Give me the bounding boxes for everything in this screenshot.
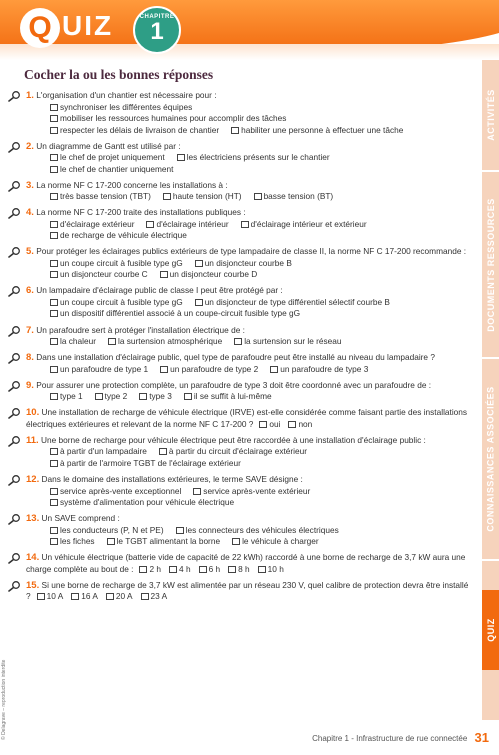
tab-label: QUIZ <box>485 618 496 642</box>
answer-checkbox[interactable] <box>254 193 262 200</box>
answer-row <box>26 230 474 242</box>
answer-checkbox[interactable] <box>184 393 192 400</box>
quiz-logo-letter: Q <box>20 8 60 48</box>
answer-option[interactable] <box>139 564 161 576</box>
answer-checkbox[interactable] <box>228 566 236 573</box>
answer-option[interactable] <box>50 536 95 548</box>
tab-activites[interactable] <box>482 60 499 170</box>
page-header <box>0 0 499 60</box>
answer-checkbox[interactable] <box>108 338 116 345</box>
answer-label: un disjoncteur de type différentiel sélectif courbe B <box>204 296 390 307</box>
answer-label: haute tension (HT) <box>172 191 242 202</box>
answer-checkbox[interactable] <box>141 593 149 600</box>
answer-row <box>26 297 474 309</box>
answer-label: service après-vente extérieur <box>203 485 311 496</box>
section-title: Cocher la ou les bonnes réponses <box>24 67 214 82</box>
answer-label: d'éclairage intérieur et extérieur <box>250 218 367 229</box>
answer-checkbox[interactable] <box>163 193 171 200</box>
divider <box>482 559 499 561</box>
question-5 <box>8 246 474 281</box>
answer-checkbox[interactable] <box>160 271 168 278</box>
answer-row <box>26 219 474 231</box>
question-7 <box>8 325 474 348</box>
answer-label: à partir du circuit d'éclairage extérieur <box>168 446 308 457</box>
answer-row <box>26 113 474 125</box>
answer-option[interactable] <box>37 591 64 603</box>
answer-checkbox[interactable] <box>195 260 203 267</box>
answer-checkbox[interactable] <box>71 593 79 600</box>
answer-label: un coupe circuit à fusible type gG <box>60 257 183 268</box>
answer-option[interactable] <box>254 191 334 203</box>
magnifier-icon <box>8 380 22 392</box>
answer-row <box>26 497 474 509</box>
answer-row <box>26 364 474 376</box>
answer-label: d'éclairage intérieur <box>156 218 229 229</box>
magnifier-icon <box>8 141 22 153</box>
answer-label: le chef de projet uniquement <box>60 152 165 163</box>
answer-option[interactable] <box>159 446 307 458</box>
answer-label: à partir d'un lampadaire <box>60 446 147 457</box>
question-13 <box>8 513 474 548</box>
answer-option[interactable] <box>50 497 234 509</box>
answer-checkbox[interactable] <box>50 310 58 317</box>
answer-option[interactable] <box>169 564 191 576</box>
magnifier-icon <box>8 285 22 297</box>
answer-option[interactable] <box>50 391 83 403</box>
answer-option[interactable] <box>50 308 300 320</box>
answer-row <box>26 125 474 137</box>
answer-option[interactable] <box>50 258 183 270</box>
answer-checkbox[interactable] <box>50 193 58 200</box>
answer-checkbox[interactable] <box>234 338 242 345</box>
answer-option[interactable] <box>50 230 187 242</box>
answer-label: un dispositif différentiel associé à un coupe-circuit fusible type gG <box>60 308 301 319</box>
answer-checkbox[interactable] <box>288 421 296 428</box>
answer-option[interactable] <box>50 113 286 125</box>
answer-row <box>26 269 474 281</box>
answer-label: la chaleur <box>60 336 96 347</box>
answer-checkbox[interactable] <box>50 104 58 111</box>
footer-chapter-text: Chapitre 1 - Infrastructure de rue connectée <box>312 734 468 743</box>
magnifier-icon <box>8 474 22 486</box>
magnifier-icon <box>8 407 22 419</box>
answer-checkbox[interactable] <box>50 115 58 122</box>
magnifier-icon <box>8 90 22 102</box>
question-6 <box>8 285 474 320</box>
answer-label: la surtension sur le réseau <box>244 336 342 347</box>
answer-checkbox[interactable] <box>231 127 239 134</box>
answer-checkbox[interactable] <box>107 538 115 545</box>
answer-label: à partir de l'armoire TGBT de l'éclairage extérieur <box>60 457 241 468</box>
chapter-label: CHAPITRE <box>139 14 175 20</box>
answer-row <box>26 152 474 164</box>
question-text: Pour assurer une protection complète, un parafoudre de type 3 doit être coordonné avec un parafoudre de : <box>36 379 432 390</box>
answer-checkbox[interactable] <box>193 488 201 495</box>
tab-documents-ressources[interactable] <box>482 172 499 357</box>
answer-option[interactable] <box>106 591 133 603</box>
answer-label: d'éclairage extérieur <box>60 218 135 229</box>
question-1 <box>8 90 474 136</box>
answer-label: non <box>298 418 313 429</box>
answer-option[interactable] <box>146 219 228 231</box>
answer-option[interactable] <box>50 164 173 176</box>
tab-label: DOCUMENTS RESSOURCES <box>485 197 496 332</box>
answer-option[interactable] <box>50 525 164 537</box>
answer-option[interactable] <box>50 125 219 137</box>
answer-checkbox[interactable] <box>50 527 58 534</box>
answer-option[interactable] <box>139 391 172 403</box>
answer-option[interactable] <box>50 297 183 309</box>
question-number: 3. <box>26 179 34 191</box>
question-11 <box>8 435 474 470</box>
answer-label: type 2 <box>104 391 128 402</box>
page-footer <box>312 730 489 745</box>
question-number: 2. <box>26 140 34 152</box>
answer-label: 23 A <box>150 591 168 602</box>
question-15 <box>8 580 474 603</box>
answer-label: très basse tension (TBT) <box>60 191 151 202</box>
answer-option[interactable] <box>270 364 368 376</box>
answer-checkbox[interactable] <box>50 260 58 267</box>
page-number: 31 <box>474 730 489 745</box>
answer-checkbox[interactable] <box>195 299 203 306</box>
section-sidebar <box>482 60 499 720</box>
answer-label: 10 A <box>46 591 64 602</box>
answer-row <box>26 102 474 114</box>
answer-option[interactable] <box>50 219 134 231</box>
question-number: 12. <box>26 474 40 486</box>
answer-option[interactable] <box>195 297 390 309</box>
answer-label: 6 h <box>208 563 221 574</box>
answer-label: mobiliser les ressources humaines pour accomplir des tâches <box>60 113 287 123</box>
answer-label: les électriciens présents sur le chantier <box>186 152 330 163</box>
answer-label: les connecteurs des véhicules électriques <box>185 524 339 535</box>
answer-option[interactable] <box>95 391 128 403</box>
answer-checkbox[interactable] <box>139 566 147 573</box>
answer-row <box>26 164 474 176</box>
answer-option[interactable] <box>50 269 148 281</box>
answer-checkbox[interactable] <box>50 127 58 134</box>
quiz-logo-text: UIZ <box>62 10 114 41</box>
question-text: Dans une installation d'éclairage public, quel type de parafoudre peut être installé au niveau du lampadaire ? <box>36 352 435 363</box>
answer-option[interactable] <box>258 564 284 576</box>
magnifier-icon <box>8 552 22 564</box>
question-number: 9. <box>26 379 34 391</box>
answer-label: 4 h <box>179 563 191 574</box>
answer-label: service après-vente exceptionnel <box>60 485 182 496</box>
answer-row <box>26 258 474 270</box>
answer-checkbox[interactable] <box>50 232 58 239</box>
answer-option[interactable] <box>50 336 96 348</box>
answer-option[interactable] <box>163 191 242 203</box>
answer-option[interactable] <box>228 564 250 576</box>
question-3 <box>8 180 474 203</box>
magnifier-icon <box>8 435 22 447</box>
answer-checkbox[interactable] <box>159 448 167 455</box>
answer-option[interactable] <box>107 536 220 548</box>
answer-checkbox[interactable] <box>50 448 58 455</box>
answer-label: les conducteurs (P, N et PE) <box>60 524 164 535</box>
magnifier-icon <box>8 180 22 192</box>
answer-row <box>26 308 474 320</box>
question-number: 13. <box>26 513 40 525</box>
chapter-badge <box>133 6 181 54</box>
question-number: 7. <box>26 324 34 336</box>
answer-label: il se suffit à lui-même <box>193 391 272 402</box>
answer-checkbox[interactable] <box>50 488 58 495</box>
answer-label: système d'alimentation pour véhicule électrique <box>60 497 235 508</box>
tab-connaissances-associees[interactable] <box>482 359 499 559</box>
question-text: Pour protéger les éclairages publics extérieurs de type lampadaire de classe II, la norme NF C 17-200 recommande : <box>36 246 467 257</box>
answer-checkbox[interactable] <box>95 393 103 400</box>
answer-row <box>26 446 474 458</box>
answer-option[interactable] <box>231 125 403 137</box>
answer-checkbox[interactable] <box>106 593 114 600</box>
answer-label: de recharge de véhicule électrique <box>60 230 187 241</box>
answer-label: la surtension atmosphérique <box>117 336 223 347</box>
magnifier-icon <box>8 246 22 258</box>
magnifier-icon <box>8 513 22 525</box>
answer-row <box>26 525 474 537</box>
answer-checkbox[interactable] <box>160 366 168 373</box>
answer-option[interactable] <box>232 536 319 548</box>
header-light-band <box>0 44 499 60</box>
answer-label: les fiches <box>60 536 95 547</box>
question-4 <box>8 207 474 242</box>
inline-answer-group <box>139 564 291 574</box>
answer-option[interactable] <box>184 391 272 403</box>
question-number: 1. <box>26 90 34 101</box>
answer-checkbox[interactable] <box>50 460 58 467</box>
answer-label: un parafoudre de type 1 <box>60 363 149 374</box>
answer-checkbox[interactable] <box>50 166 58 173</box>
answer-label: un disjoncteur courbe C <box>60 269 148 280</box>
question-text: Une installation de recharge de véhicule électrique (IRVE) est-elle considérée comme faisant partie des installations électriques extérieures et relevant de la norme NF C 17-200 ? <box>26 407 468 429</box>
copyright-notice: © Delagrave – reproduction interdite <box>1 659 7 740</box>
question-14 <box>8 552 474 575</box>
answer-option[interactable] <box>160 364 258 376</box>
answer-label: 16 A <box>81 591 98 602</box>
answer-checkbox[interactable] <box>37 593 45 600</box>
question-10 <box>8 407 474 430</box>
answer-label: un parafoudre de type 3 <box>280 363 369 374</box>
tab-label: ACTIVITÉS <box>485 89 496 141</box>
answer-label: un disjoncteur courbe D <box>169 269 258 280</box>
answer-label: 8 h <box>238 563 250 574</box>
answer-label: le TGBT alimentant la borne <box>116 536 221 547</box>
answer-checkbox[interactable] <box>139 393 147 400</box>
answer-option[interactable] <box>50 102 192 114</box>
question-number: 11. <box>26 434 39 446</box>
inline-answer-group <box>259 419 320 429</box>
answer-checkbox[interactable] <box>258 566 266 573</box>
answer-checkbox[interactable] <box>50 299 58 306</box>
question-number: 15. <box>26 579 40 591</box>
answer-option[interactable] <box>71 591 98 603</box>
answer-label: le chef de chantier uniquement <box>60 163 174 174</box>
answer-option[interactable] <box>195 258 292 270</box>
answer-label: habiliter une personne à effectuer une tâche <box>241 124 404 135</box>
question-text: Un SAVE comprend : <box>41 513 120 524</box>
answer-option[interactable] <box>108 336 222 348</box>
question-2 <box>8 141 474 176</box>
question-text: Un lampadaire d'éclairage public de classe I peut être protégé par : <box>36 285 283 296</box>
answer-option[interactable] <box>50 486 181 498</box>
answer-checkbox[interactable] <box>50 154 58 161</box>
answer-option[interactable] <box>50 446 147 458</box>
question-text: Une borne de recharge pour véhicule électrique peut être raccordée à une installation d'éclairage public : <box>41 434 426 445</box>
answer-label: basse tension (BT) <box>263 191 334 202</box>
answer-option[interactable] <box>193 486 310 498</box>
answer-checkbox[interactable] <box>50 499 58 506</box>
tab-quiz[interactable] <box>482 590 499 670</box>
answer-checkbox[interactable] <box>169 566 177 573</box>
answer-checkbox[interactable] <box>259 421 267 428</box>
answer-label: 2 h <box>149 563 162 574</box>
question-9 <box>8 380 474 403</box>
answer-row <box>26 191 474 203</box>
answer-checkbox[interactable] <box>50 221 58 228</box>
answer-checkbox[interactable] <box>50 393 58 400</box>
question-text: Un parafoudre sert à protéger l'installation électrique de : <box>36 324 245 335</box>
answer-label: 20 A <box>115 591 133 602</box>
answer-option[interactable] <box>177 152 330 164</box>
answer-checkbox[interactable] <box>176 527 184 534</box>
magnifier-icon <box>8 325 22 337</box>
answer-checkbox[interactable] <box>199 566 207 573</box>
answer-label: 10 h <box>267 563 284 574</box>
question-text: La norme NF C 17-200 concerne les installations à : <box>36 179 228 190</box>
question-text: Un diagramme de Gantt est utilisé par : <box>36 140 181 151</box>
answer-option[interactable] <box>50 152 165 164</box>
question-12 <box>8 474 474 509</box>
question-number: 5. <box>26 246 34 258</box>
answer-checkbox[interactable] <box>232 538 240 545</box>
answer-label: synchroniser les différentes équipes <box>60 101 193 112</box>
question-8 <box>8 352 474 375</box>
question-number: 10. <box>26 407 40 419</box>
question-list <box>8 90 474 607</box>
chapter-number: 1 <box>150 18 164 45</box>
answer-checkbox[interactable] <box>50 338 58 345</box>
answer-row <box>26 486 474 498</box>
answer-option[interactable] <box>50 364 148 376</box>
question-text: La norme NF C 17-200 traite des installations publiques : <box>36 207 246 218</box>
answer-option[interactable] <box>199 564 221 576</box>
answer-label: un coupe circuit à fusible type gG <box>60 296 183 307</box>
answer-option[interactable] <box>259 419 280 431</box>
magnifier-icon <box>8 207 22 219</box>
answer-label: type 1 <box>60 391 83 402</box>
answer-option[interactable] <box>141 591 168 603</box>
answer-label: un parafoudre de type 2 <box>170 363 259 374</box>
answer-label: respecter les délais de livraison de chantier <box>60 124 220 135</box>
answer-option[interactable] <box>288 419 312 431</box>
answer-option[interactable] <box>50 458 241 470</box>
question-number: 8. <box>26 352 34 364</box>
question-text: Dans le domaine des installations extérieures, le terme SAVE désigne : <box>41 474 303 485</box>
answer-row <box>26 536 474 548</box>
answer-checkbox[interactable] <box>177 154 185 161</box>
question-number: 6. <box>26 285 34 297</box>
question-text: Si une borne de recharge de 3,7 kW est alimentée par un réseau 230 V, quel calibre de protection devra être installé ? <box>26 579 469 602</box>
tab-label: CONNAISSANCES ASSOCIÉES <box>485 386 496 532</box>
magnifier-icon <box>8 352 22 364</box>
answer-row <box>26 391 474 403</box>
answer-row <box>26 336 474 348</box>
answer-checkbox[interactable] <box>50 538 58 545</box>
answer-row <box>26 458 474 470</box>
magnifier-icon <box>8 580 22 592</box>
answer-checkbox[interactable] <box>270 366 278 373</box>
answer-option[interactable] <box>176 525 339 537</box>
question-text: Un véhicule électrique (batterie vide de capacité de 22 kWh) raccordé à une borne de recharge de 3,7 kW aura une charge complète au bout de : <box>26 552 466 574</box>
answer-option[interactable] <box>241 219 367 231</box>
question-number: 4. <box>26 207 34 219</box>
answer-label: un disjoncteur courbe B <box>204 257 292 268</box>
answer-option[interactable] <box>234 336 341 348</box>
answer-label: le véhicule à charger <box>242 536 319 547</box>
answer-label: type 3 <box>149 391 172 402</box>
answer-checkbox[interactable] <box>50 366 58 373</box>
answer-option[interactable] <box>160 269 258 281</box>
answer-option[interactable] <box>50 191 151 203</box>
question-number: 14. <box>26 552 40 564</box>
answer-checkbox[interactable] <box>241 221 249 228</box>
answer-checkbox[interactable] <box>146 221 154 228</box>
question-text: L'organisation d'un chantier est nécessaire pour : <box>36 90 217 100</box>
answer-label: oui <box>269 418 281 429</box>
answer-checkbox[interactable] <box>50 271 58 278</box>
inline-answer-group <box>37 591 176 601</box>
